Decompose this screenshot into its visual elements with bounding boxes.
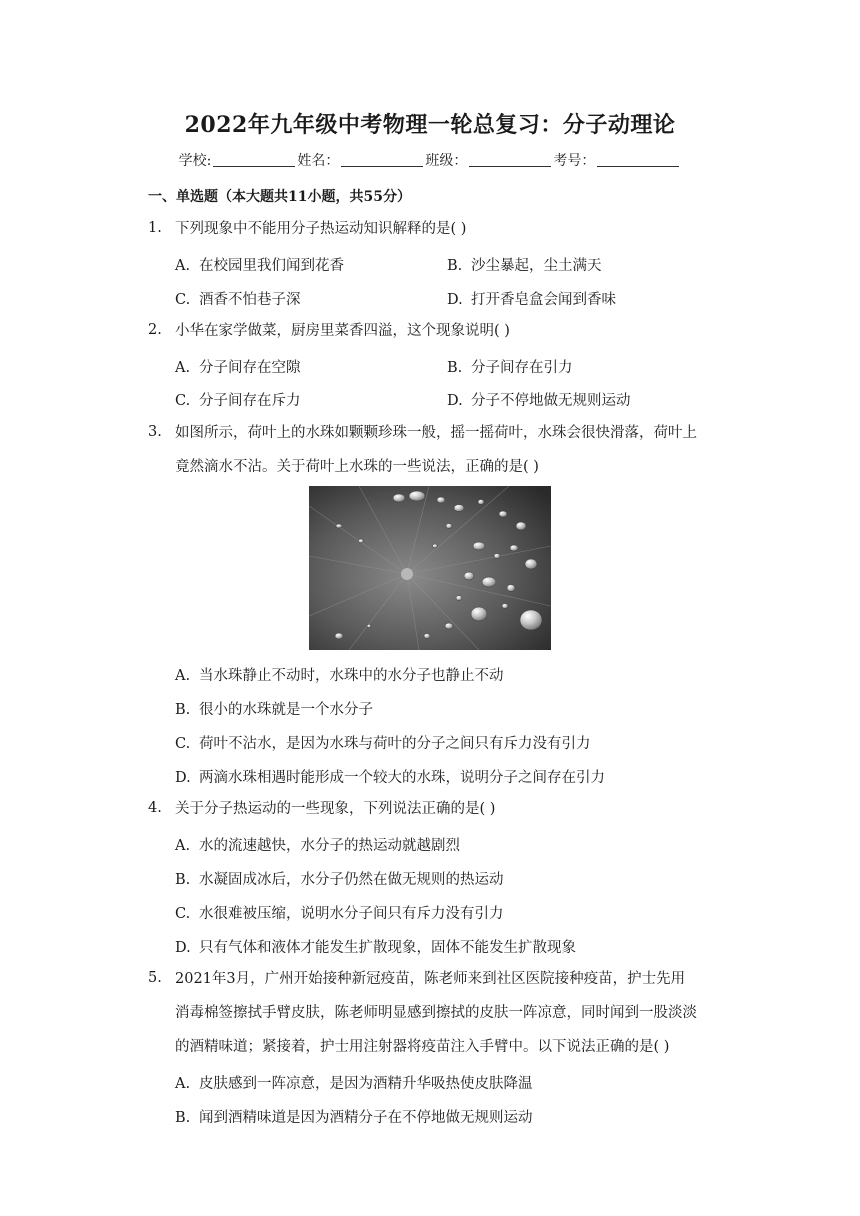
page-title: 2022年九年级中考物理一轮总复习：分子动理论 xyxy=(184,112,676,138)
exam-number-label: 考号： xyxy=(553,153,596,169)
student-info-line xyxy=(0,150,860,170)
option-letter: C. xyxy=(175,736,191,752)
option-a xyxy=(175,664,504,685)
option-c xyxy=(175,389,301,410)
question-number: 1. xyxy=(148,220,162,236)
option-letter: A. xyxy=(175,258,191,274)
question-text-line-1: 2021年3月，广州开始接种新冠疫苗，陈老师来到社区医院接种疫苗，护士先用 xyxy=(175,971,686,987)
class-blank xyxy=(469,166,551,167)
option-text: 两滴水珠相遇时能形成一个较大的水珠，说明分子之间存在引力 xyxy=(199,770,605,786)
option-letter: B. xyxy=(447,360,463,376)
option-letter: B. xyxy=(175,702,191,718)
option-text: 荷叶不沾水，是因为水珠与荷叶的分子之间只有斥力没有引力 xyxy=(199,736,591,752)
option-a xyxy=(175,356,301,377)
option-d xyxy=(447,389,631,410)
option-letter: C. xyxy=(175,292,191,308)
lotus-leaf-water-drops-image xyxy=(309,486,551,650)
school-label: 学校: xyxy=(178,153,212,169)
option-a xyxy=(175,254,344,275)
option-b xyxy=(175,1106,533,1127)
option-letter: B. xyxy=(447,258,463,274)
option-text: 分子间存在斥力 xyxy=(199,393,301,409)
option-c xyxy=(175,732,591,753)
option-letter: A. xyxy=(175,668,191,684)
question-text: 关于分子热运动的一些现象，下列说法正确的是( ) xyxy=(175,801,496,817)
option-text: 水凝固成冰后，水分子仍然在做无规则的热运动 xyxy=(199,872,504,888)
option-text: 分子不停地做无规则运动 xyxy=(471,393,631,409)
option-text: 在校园里我们闻到花香 xyxy=(199,258,344,274)
option-b xyxy=(447,356,573,377)
section-heading: 一、单选题（本大题共11小题，共55分） xyxy=(148,189,411,205)
option-c xyxy=(175,902,504,923)
option-d xyxy=(175,766,605,787)
school-blank xyxy=(213,166,295,167)
option-b xyxy=(447,254,602,275)
option-letter: D. xyxy=(175,940,191,956)
option-text: 当水珠静止不动时，水珠中的水分子也静止不动 xyxy=(199,668,504,684)
option-text: 只有气体和液体才能发生扩散现象，固体不能发生扩散现象 xyxy=(199,940,576,956)
option-text: 很小的水珠就是一个水分子 xyxy=(199,702,373,718)
question-text-line-1: 如图所示，荷叶上的水珠如颗颗珍珠一般，摇一摇荷叶，水珠会很快滑落，荷叶上 xyxy=(175,425,697,441)
option-text: 水的流速越快，水分子的热运动就越剧烈 xyxy=(199,838,460,854)
option-text: 酒香不怕巷子深 xyxy=(199,292,301,308)
question-text-line-3: 的酒精味道；紧接着，护士用注射器将疫苗注入手臂中。以下说法正确的是( ) xyxy=(175,1039,670,1055)
option-d xyxy=(175,936,576,957)
option-letter: D. xyxy=(447,393,463,409)
option-text: 闻到酒精味道是因为酒精分子在不停地做无规则运动 xyxy=(199,1110,533,1126)
name-blank xyxy=(341,166,423,167)
option-letter: A. xyxy=(175,1076,191,1092)
question-text: 下列现象中不能用分子热运动知识解释的是( ) xyxy=(175,221,467,237)
exam-number-blank xyxy=(597,166,679,167)
option-text: 水很难被压缩，说明水分子间只有斥力没有引力 xyxy=(199,906,504,922)
question-number: 3. xyxy=(148,424,162,440)
option-letter: B. xyxy=(175,1110,191,1126)
question-text: 小华在家学做菜，厨房里菜香四溢，这个现象说明( ) xyxy=(175,323,510,339)
option-text: 分子间存在空隙 xyxy=(199,360,301,376)
option-a xyxy=(175,1072,533,1093)
option-text: 打开香皂盒会闻到香味 xyxy=(471,292,616,308)
option-b xyxy=(175,868,504,889)
option-a xyxy=(175,834,460,855)
option-letter: C. xyxy=(175,393,191,409)
class-label: 班级： xyxy=(425,153,468,169)
question-number: 4. xyxy=(148,800,162,816)
option-letter: D. xyxy=(447,292,463,308)
question-text-line-2: 消毒棉签擦拭手臂皮肤，陈老师明显感到擦拭的皮肤一阵凉意，同时闻到一股淡淡 xyxy=(175,1005,697,1021)
option-letter: C. xyxy=(175,906,191,922)
option-text: 皮肤感到一阵凉意，是因为酒精升华吸热使皮肤降温 xyxy=(199,1076,533,1092)
question-number: 2. xyxy=(148,322,162,338)
option-letter: D. xyxy=(175,770,191,786)
name-label: 姓名： xyxy=(297,153,340,169)
question-text-line-2: 竟然滴水不沾。关于荷叶上水珠的一些说法，正确的是( ) xyxy=(175,459,539,475)
option-c xyxy=(175,288,301,309)
option-text: 沙尘暴起，尘土满天 xyxy=(471,258,602,274)
option-letter: A. xyxy=(175,360,191,376)
option-letter: B. xyxy=(175,872,191,888)
option-text: 分子间存在引力 xyxy=(471,360,573,376)
question-number: 5. xyxy=(148,970,162,986)
option-b xyxy=(175,698,373,719)
option-letter: A. xyxy=(175,838,191,854)
option-d xyxy=(447,288,616,309)
